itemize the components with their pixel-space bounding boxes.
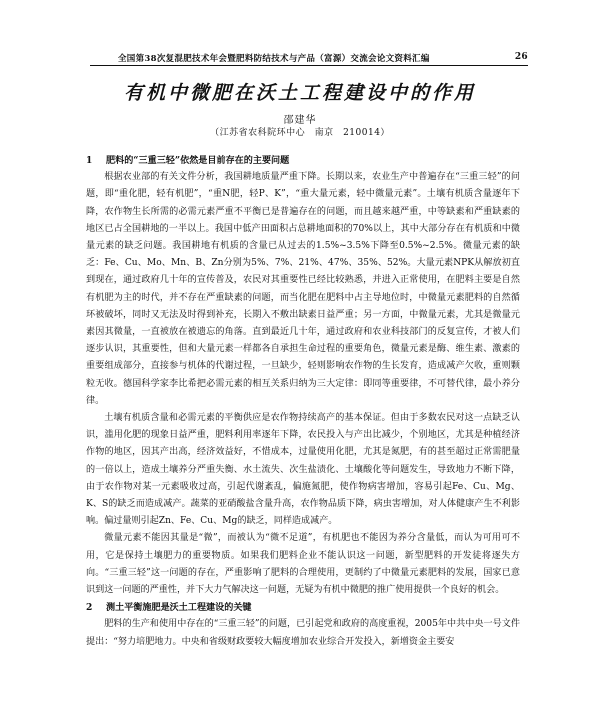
- section-heading-text: 测土平衡施肥是沃土工程建设的关键: [106, 602, 252, 614]
- section-heading: [86, 599, 520, 616]
- paragraph: 微量元素不能因其量是“微”，而被认为“微不足道”，有机肥也不能因为养分含量低，而认为可用可不用，它是保持土壤肥力的重要物质。如果我们肥料企业不能认识这一问题，新型肥料的开发徒将逐失方向。“三重三轻”这一问题的存在，严重影响了肥料的合理使用，更制约了中微量元素肥料的发展，国家已意识到这一问题的严重性，并下大力气解决这一问题，无疑为有机中微肥的推广使用提供一个良好的机会。: [86, 533, 520, 596]
- page-number: 26: [514, 52, 528, 62]
- paragraph: 肥料的生产和使用中存在的“三重三轻”的问题，已引起党和政府的高度重视，2005年中共中央一号文件提出：“努力培肥地力。中央和省级财政要较大幅度增加农业综合开发投入，新增资金主要安: [86, 619, 520, 647]
- running-title: 全国第38次复混肥技术年会暨肥料防结技术与产品（富源）交流会论文资料汇编: [118, 54, 430, 64]
- article-body: [86, 152, 520, 651]
- paragraph: 根据农业部的有关文件分析，我国耕地质量严重下降。长期以来，农业生产中普遍存在“三重三轻”的问题，即“重化肥，轻有机肥”，“重N肥，轻P、K”，“重大量元素，轻中微量元素”。土壤有机质含量逐年下降，农作物生长所需的必需元素严重不平衡已是普遍存在的问题，而且越来越严重，中等缺素和严重缺素的地区已占全国耕地的一半以上。我国中低产田面积占总耕地面积的70%以上，其中大部分存在有机质和中微量元素的缺乏问题。我国耕地有机质的含量已从过去的1.5%~3.5%下降至0.5%~2.5%。微量元素的缺乏：Fe、Cu、Mo、Mn、B、Zn分别为5%、7%、21%、47%、35%、52%。大量元素NPK从解放初直到现在，通过政府几十年的宣传普及，农民对其重要性已经比较熟悉，并进入正常使用，在肥料主要是自然有机肥为主的时代，并不存在严重缺素的问题，而当化肥在肥料中占主导地位时，中微量元素肥料的自然循环被破坏，同时又无法及时得到补充，长期入不敷出缺素日益严重；另一方面，中微量元素，尤其是微量元素因其微量，一直被放在被遗忘的角落。直到最近几十年，通过政府和农业科技部门的反复宣传，才被人们逐步认识，其重要性，但和大量元素一样都各自承担生命过程的重要角色，微量元素是酶、维生素、激素的重要组成部分，直接参与机体的代谢过程，一旦缺少，轻则影响农作物的生长发育，造成减产欠收，重则颗粒无收。德国科学家李比希把必需元素的相互关系归纳为三大定律：即同等重要律，不可替代律，最小养分律。: [86, 172, 520, 406]
- section-heading: [86, 152, 520, 169]
- paragraph: 土壤有机质含量和必需元素的平衡供应是农作物持续高产的基本保证。但由于多数农民对这一点缺乏认识，滥用化肥的现象日益严重，肥料利用率逐年下降，农民投入与产出比减少，个别地区，尤其是种植经济作物的地区，因其产出高，经济效益好，不惜成本，过量使用化肥，尤其是氮肥，有的甚至超过正常需肥量的一倍以上，造成土壤养分严重失衡、水土流失、次生盐渍化、土壤酸化等问题发生，导致地力不断下降，由于农作物对某一元素吸收过高，引起代谢紊乱，偏施氮肥，使作物病害增加，容易引起Fe、Cu、Mg、K、S的缺乏而造成减产。蔬菜的亚硝酸盐含量升高，农作物品质下降，病虫害增加，对人体健康产生不利影响。偏过量则引起Zn、Fe、Cu、Mg的缺乏，同样造成减产。: [86, 413, 520, 527]
- author-name: 邵建华: [283, 115, 317, 126]
- section-heading-text: 肥料的“三重三轻”依然是目前存在的主要问题: [106, 155, 290, 166]
- header-rule: [90, 65, 528, 66]
- section-number: 1: [86, 155, 93, 166]
- section-2: [86, 599, 520, 651]
- author-affiliation: （江苏省农科院环中心 南京 210014）: [210, 128, 390, 138]
- article-title: 有机中微肥在沃土工程建设中的作用: [123, 82, 476, 104]
- section-1: [86, 152, 520, 599]
- section-number: 2: [86, 602, 93, 614]
